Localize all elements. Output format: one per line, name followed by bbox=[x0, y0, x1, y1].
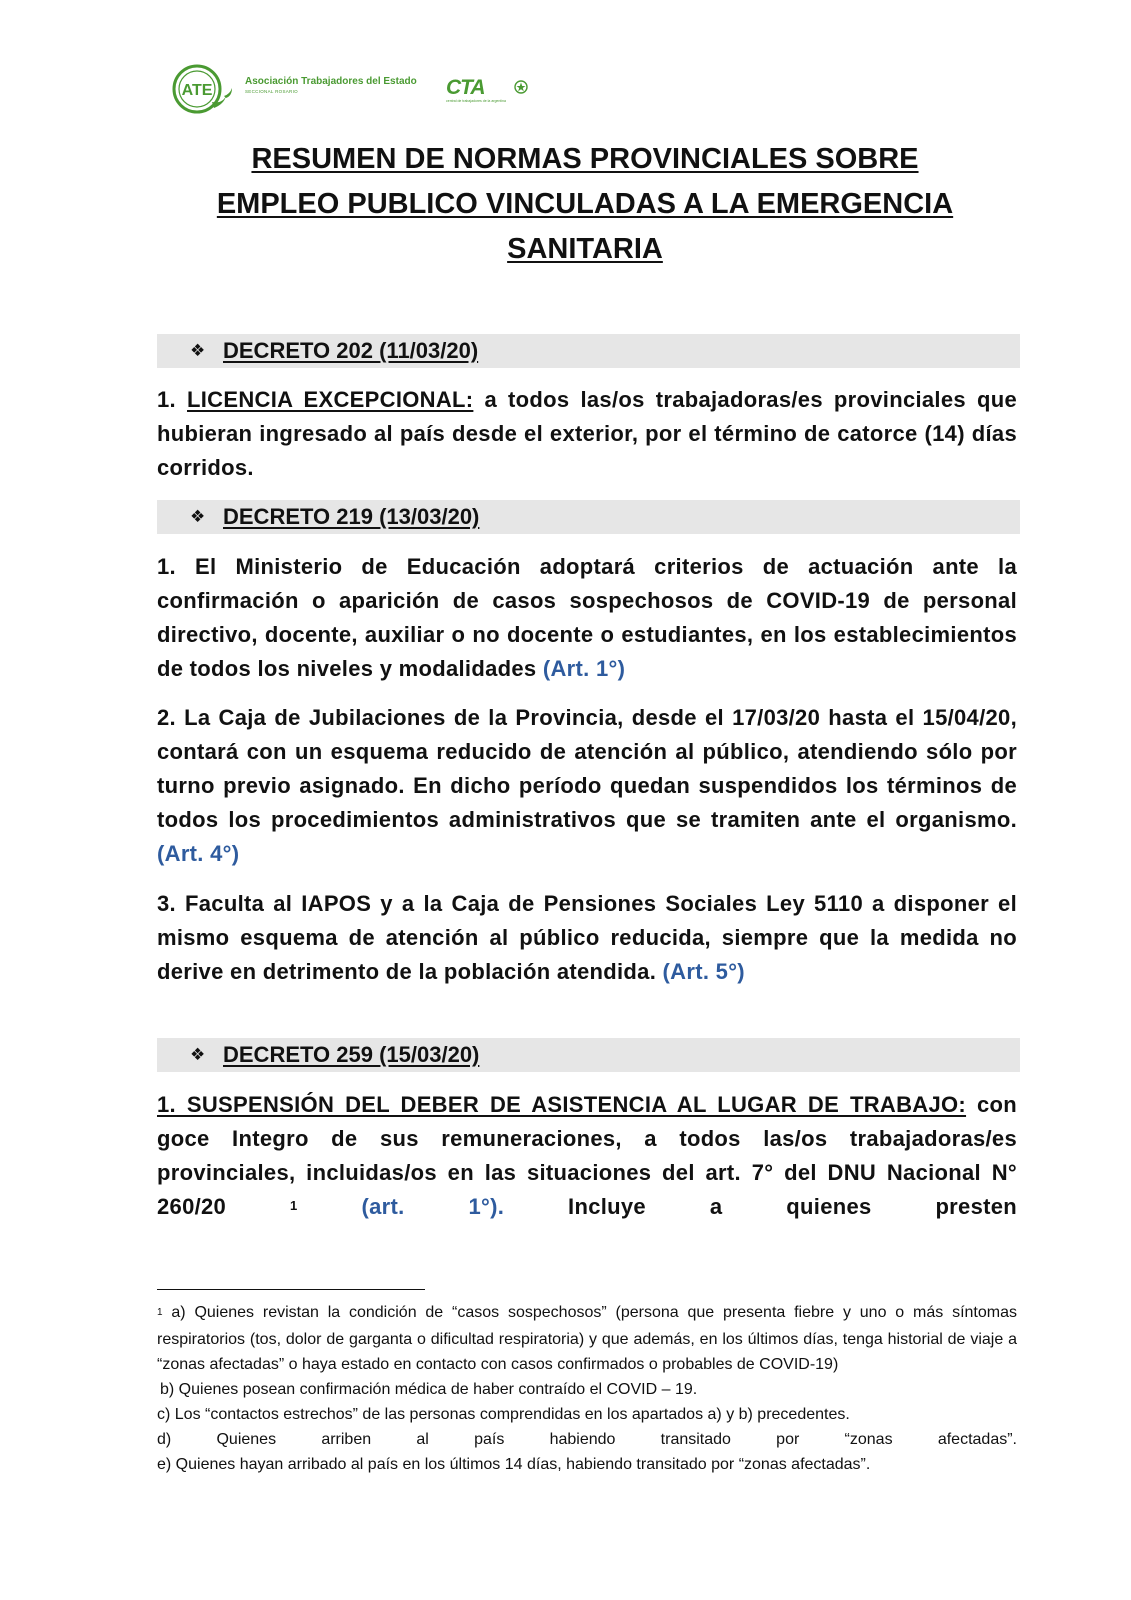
cta-logo bbox=[446, 78, 506, 103]
star-icon bbox=[514, 80, 528, 94]
article-reference: (art. 1°). bbox=[361, 1194, 505, 1219]
ate-monogram: ATE bbox=[181, 82, 213, 99]
footnote-mark: 1 bbox=[157, 1307, 163, 1318]
paragraph-licencia-excepcional: 1. LICENCIA EXCEPCIONAL: a todos las/os trabajadoras/es provinciales que hubieran ingresado al país desde el exterior, por el término de catorce (14) días corridos. bbox=[157, 387, 1017, 480]
section-label: DECRETO 259 (15/03/20) bbox=[223, 1042, 480, 1067]
section-header-decreto-259 bbox=[157, 1038, 1020, 1072]
paragraph-219-item-3: 3. Faculta al IAPOS y a la Caja de Pensiones Sociales Ley 5110 a disponer el mismo esquema de atención al público reducida, siempre que la medida no derive en detrimento de la población atendida. (Art. 5°) bbox=[157, 891, 1017, 984]
paragraph-lead: LICENCIA EXCEPCIONAL: bbox=[187, 387, 474, 412]
article-reference: (Art. 1°) bbox=[542, 656, 626, 681]
article-reference: (Art. 5°) bbox=[662, 959, 745, 984]
footnote bbox=[157, 1300, 1017, 1477]
section-label: DECRETO 219 (13/03/20) bbox=[223, 504, 480, 529]
cta-subtitle: central de trabajadores de la argentina bbox=[446, 99, 506, 103]
org-subtitle: SECCIONAL ROSARIO bbox=[245, 89, 298, 94]
footnote-item-b: b) Quienes posean confirmación médica de haber contraído el COVID – 19. bbox=[160, 1381, 698, 1398]
title-line-1: RESUMEN DE NORMAS PROVINCIALES SOBRE bbox=[251, 143, 919, 175]
diamond-bullet-icon: ❖ bbox=[190, 341, 206, 360]
diamond-bullet-icon: ❖ bbox=[190, 1045, 206, 1064]
ate-wordmark bbox=[245, 76, 417, 94]
org-name: Asociación Trabajadores del Estado bbox=[245, 76, 417, 87]
footnote-mark: 1 bbox=[290, 1198, 298, 1213]
footnote-separator bbox=[157, 1289, 425, 1290]
footnote-item-e: e) Quienes hayan arribado al país en los últimos 14 días, habiendo transitado por “zonas afectadas”. bbox=[157, 1456, 871, 1473]
cta-wordmark: CTA bbox=[446, 76, 485, 99]
paragraph-259-item-1: 1. SUSPENSIÓN DEL DEBER DE ASISTENCIA AL LUGAR DE TRABAJO: con goce Integro de sus remuneraciones, a todos las/os trabajadoras/es provinciales, incluidas/os en las situaciones del art. 7° del DNU Nacional N° 260/20 $^1$ (art. 1°). Incluye a quienes presten bbox=[157, 1092, 1018, 1219]
section-header-decreto-219 bbox=[157, 500, 1020, 534]
section-label: DECRETO 202 (11/03/20) bbox=[223, 338, 479, 363]
paragraph-219-item-2: 2. La Caja de Jubilaciones de la Provincia, desde el 17/03/20 hasta el 15/04/20, contará con un esquema reducido de atención al público, atendiendo sólo por turno previo asignado. En dicho período quedan suspendidos los términos de todos los procedimientos administrativos que se tramiten ante el organismo. (Art. 4°) bbox=[157, 705, 1017, 866]
footnote-item-a: $^1$ a) Quienes revistan la condición de “casos sospechosos” (persona que presenta fiebre y uno o más síntomas respiratorios (tos, dolor de garganta o dificultad respiratoria) y que además, en los últimos días, tenga historial de viaje a “zonas afectadas” o haya estado en contacto con casos confirmados o probables de COVID-19) bbox=[157, 1304, 1017, 1373]
paragraph-lead: 1. SUSPENSIÓN DEL DEBER DE ASISTENCIA AL LUGAR DE TRABAJO: bbox=[157, 1092, 967, 1117]
document-title bbox=[140, 137, 1030, 272]
diamond-bullet-icon: ❖ bbox=[190, 507, 206, 526]
footnote-item-c: c) Los “contactos estrechos” de las personas comprendidas en los apartados a) y b) precedentes. bbox=[157, 1406, 850, 1423]
section-header-decreto-202 bbox=[157, 334, 1020, 368]
ate-logo bbox=[172, 62, 240, 116]
paragraph-219-item-1: 1. El Ministerio de Educación adoptará criterios de actuación ante la confirmación o aparición de casos sospechosos de COVID-19 de personal directivo, docente, auxiliar o no docente o estudiantes, en los establecimientos de todos los niveles y modalidades (Art. 1°) bbox=[157, 554, 1017, 681]
title-line-2: EMPLEO PUBLICO VINCULADAS A LA EMERGENCIA bbox=[216, 188, 954, 220]
footnote-item-d: d) Quienes arriben al país habiendo transitado por “zonas afectadas”. bbox=[157, 1431, 1017, 1448]
article-reference: (Art. 4°) bbox=[157, 841, 240, 866]
title-line-3: SANITARIA bbox=[507, 233, 663, 265]
